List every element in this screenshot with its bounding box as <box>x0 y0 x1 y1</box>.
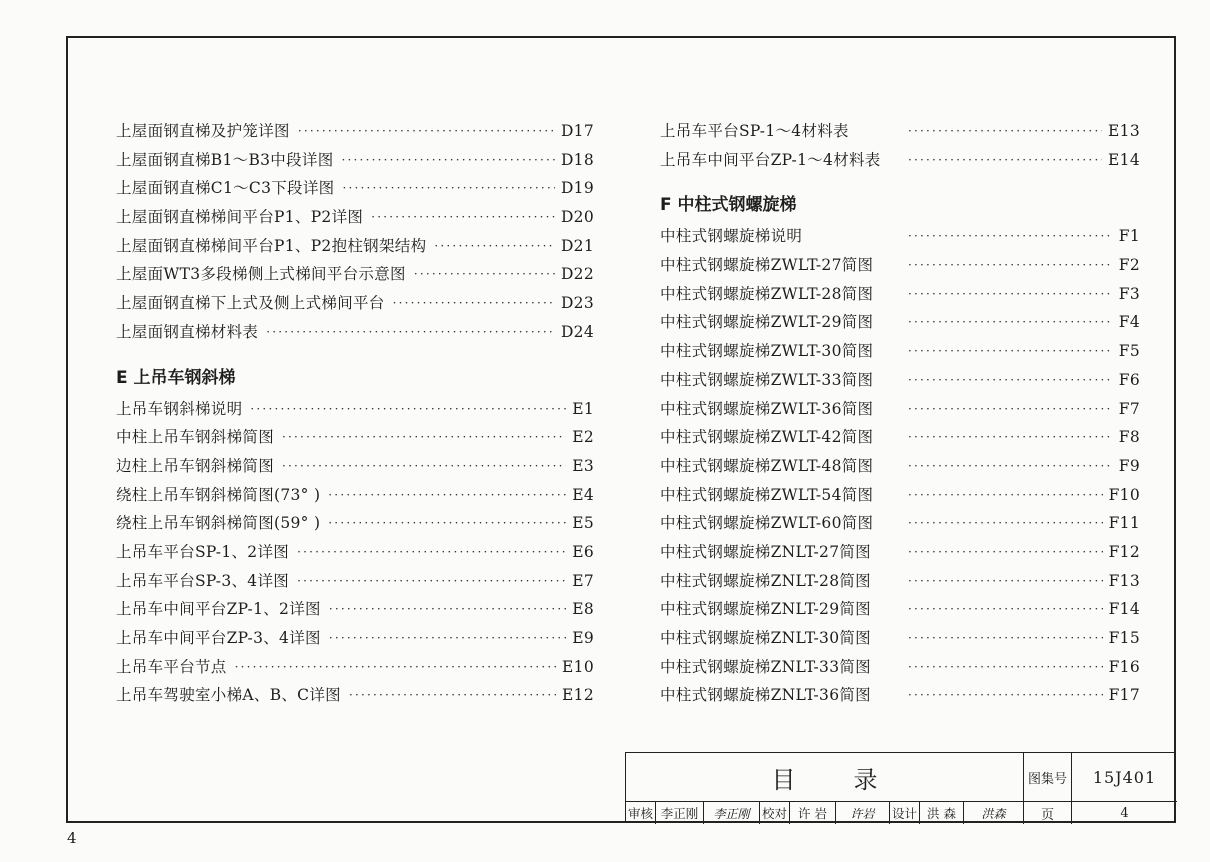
toc-leader-dots <box>393 289 555 318</box>
toc-entry-page: D21 <box>560 236 594 255</box>
toc-entry <box>660 222 1140 251</box>
toc-entry-page: D18 <box>560 150 594 169</box>
toc-entry-title: 上吊车中间平台ZP-1、2详图 <box>116 600 321 619</box>
toc-entry <box>660 481 1140 510</box>
checker-signature: 许岩 <box>836 802 890 824</box>
toc-entry <box>660 509 1140 538</box>
toc-leader-dots <box>414 260 555 289</box>
toc-entry-page: E1 <box>572 399 594 418</box>
toc-entry <box>660 337 1140 366</box>
toc-entry <box>660 366 1140 395</box>
design-label: 设计 <box>890 802 920 824</box>
section-heading-f: F 中柱式钢螺旋梯 <box>660 195 797 216</box>
toc-leader-dots <box>297 567 566 596</box>
toc-entry-page: E3 <box>572 456 594 475</box>
toc-entry-title: 中柱式钢螺旋梯说明 <box>660 227 803 246</box>
toc-leader-dots <box>328 509 566 538</box>
toc-leader-dots <box>908 337 1112 366</box>
toc-leader-dots <box>329 595 566 624</box>
toc-entry-title: 中柱式钢螺旋梯ZWLT-60简图 <box>660 514 874 533</box>
toc-leader-dots <box>908 222 1112 251</box>
toc-entry <box>116 232 594 261</box>
toc-entry <box>116 146 594 175</box>
section-heading-e: E 上吊车钢斜梯 <box>116 367 236 388</box>
atlas-number-label: 图集号 <box>1024 753 1072 802</box>
page-value: 4 <box>1120 805 1129 821</box>
toc-entry-title: 上吊车平台SP-1、2详图 <box>116 542 290 561</box>
toc-entry <box>660 395 1140 424</box>
toc-leader-dots <box>349 681 556 710</box>
toc-entry-title: 绕柱上吊车钢斜梯简图(73° ) <box>116 485 321 504</box>
toc-entry-page: E14 <box>1108 150 1140 169</box>
toc-left-column <box>116 117 594 710</box>
title-block <box>625 752 1176 823</box>
toc-entry-page: E2 <box>572 428 594 447</box>
toc-leader-dots <box>250 395 566 424</box>
toc-entry <box>116 318 594 347</box>
toc-entry-page: F3 <box>1118 284 1140 303</box>
toc-entry-title: 中柱式钢螺旋梯ZWLT-36简图 <box>660 399 874 418</box>
toc-entry-page: F7 <box>1118 399 1140 418</box>
toc-entry <box>116 260 594 289</box>
toc-leader-dots <box>297 538 566 567</box>
toc-entry <box>116 395 594 424</box>
toc-leader-dots <box>908 251 1112 280</box>
toc-entry <box>660 251 1140 280</box>
toc-entry-title: 上屋面钢直梯C1～C3下段详图 <box>116 179 335 198</box>
toc-entry-page: D17 <box>560 122 594 140</box>
toc-entry-title: 中柱式钢螺旋梯ZWLT-42简图 <box>660 428 874 447</box>
atlas-number: 15J401 <box>1072 753 1177 802</box>
toc-leader-dots <box>908 308 1112 337</box>
page-label: 页 <box>1024 802 1072 824</box>
designer-signature: 洪森 <box>981 806 1006 821</box>
toc-entry-title: 上屋面钢直梯下上式及侧上式梯间平台 <box>116 294 385 313</box>
toc-entry-page: D22 <box>560 265 594 284</box>
check-label: 校对 <box>760 802 790 824</box>
toc-leader-dots <box>908 624 1103 653</box>
toc-entry <box>660 653 1140 682</box>
toc-entry-title: 中柱式钢螺旋梯ZWLT-29简图 <box>660 313 874 332</box>
toc-entry-title: 边柱上吊车钢斜梯简图 <box>116 456 275 475</box>
toc-entry-title: 上屋面钢直梯材料表 <box>116 322 259 341</box>
toc-entry-title: 中柱式钢螺旋梯ZNLT-36简图 <box>660 686 871 705</box>
toc-entry <box>660 280 1140 309</box>
toc-entry <box>116 423 594 452</box>
toc-entry-page: E4 <box>572 485 594 504</box>
toc-entry-page: E12 <box>562 686 594 705</box>
toc-leader-dots <box>908 395 1112 424</box>
toc-entry <box>116 624 594 653</box>
toc-leader-dots <box>908 423 1112 452</box>
toc-entry-page: F17 <box>1108 686 1140 705</box>
toc-entry-page: F11 <box>1108 514 1140 533</box>
toc-leader-dots <box>908 452 1112 481</box>
toc-leader-dots <box>434 232 555 261</box>
toc-entry-title: 中柱上吊车钢斜梯简图 <box>116 428 275 447</box>
toc-entry-page: F8 <box>1118 428 1140 447</box>
toc-entry <box>116 289 594 318</box>
toc-entry <box>660 681 1140 710</box>
toc-entry <box>116 481 594 510</box>
toc-entry <box>660 452 1140 481</box>
toc-entry-page: E9 <box>572 629 594 647</box>
toc-leader-dots <box>282 452 566 481</box>
toc-entry-title: 上屋面钢直梯B1～B3中段详图 <box>116 150 334 169</box>
toc-entry-title: 上吊车中间平台ZP-1～4材料表 <box>660 150 881 169</box>
toc-entry <box>116 653 594 682</box>
toc-leader-dots <box>298 117 555 146</box>
toc-entry-page: F15 <box>1108 629 1140 647</box>
toc-entry-page: F9 <box>1118 456 1140 475</box>
toc-leader-dots <box>908 509 1103 538</box>
toc-entry <box>116 538 594 567</box>
toc-entry-page: E10 <box>562 657 594 676</box>
toc-entry-title: 中柱式钢螺旋梯ZNLT-27简图 <box>660 542 871 561</box>
toc-entry-page: E6 <box>572 542 594 561</box>
toc-entry-page: F13 <box>1108 571 1140 590</box>
toc-entry <box>660 624 1140 653</box>
toc-entry-page: F14 <box>1108 600 1140 619</box>
toc-leader-dots <box>908 538 1103 567</box>
toc-leader-dots <box>908 366 1112 395</box>
toc-entry-page: F16 <box>1108 657 1140 676</box>
toc-leader-dots <box>342 146 555 175</box>
toc-entry <box>116 595 594 624</box>
toc-entry-title: 上屋面WT3多段梯侧上式梯间平台示意图 <box>116 265 406 284</box>
toc-entry-page: D24 <box>560 322 594 341</box>
toc-entry-page: E7 <box>572 571 594 590</box>
toc-entry-title: 上屋面钢直梯梯间平台P1、P2详图 <box>116 208 364 227</box>
toc-entry-page: D19 <box>560 179 594 198</box>
toc-entry-title: 上吊车平台SP-3、4详图 <box>116 571 290 590</box>
reviewer-name: 李正刚 <box>656 802 704 824</box>
toc-entry-title: 上屋面钢直梯及护笼详图 <box>116 122 290 140</box>
toc-entry-title: 绕柱上吊车钢斜梯简图(59° ) <box>116 514 321 533</box>
toc-entry-title: 中柱式钢螺旋梯ZNLT-29简图 <box>660 600 871 619</box>
toc-entry-title: 中柱式钢螺旋梯ZWLT-27简图 <box>660 256 874 275</box>
toc-entry-title: 上吊车中间平台ZP-3、4详图 <box>116 629 321 647</box>
toc-leader-dots <box>329 624 566 653</box>
toc-entry-page: E8 <box>572 600 594 619</box>
designer-name: 洪 森 <box>920 802 964 824</box>
reviewer-signature: 李正刚 <box>704 802 760 824</box>
toc-leader-dots <box>908 653 1103 682</box>
review-label: 审核 <box>626 802 656 824</box>
toc-entry <box>660 423 1140 452</box>
toc-entry-title: 上吊车钢斜梯说明 <box>116 399 243 418</box>
toc-entry-title: 上吊车平台SP-1～4材料表 <box>660 122 849 140</box>
toc-entry <box>116 174 594 203</box>
toc-entry <box>660 538 1140 567</box>
toc-entry-title: 上屋面钢直梯梯间平台P1、P2抱柱钢架结构 <box>116 236 427 255</box>
toc-entry <box>660 567 1140 596</box>
toc-right-column <box>660 117 1140 710</box>
toc-entry-title: 中柱式钢螺旋梯ZWLT-54简图 <box>660 485 874 504</box>
toc-entry <box>116 567 594 596</box>
title-block-title: 目录 <box>626 753 1024 802</box>
toc-leader-dots <box>342 174 554 203</box>
signature-row <box>626 802 1024 824</box>
toc-leader-dots <box>282 423 566 452</box>
toc-leader-dots <box>908 117 1102 146</box>
toc-entry-page: E5 <box>572 514 594 533</box>
toc-entry-title: 中柱式钢螺旋梯ZWLT-28简图 <box>660 284 874 303</box>
toc-entry-title: 中柱式钢螺旋梯ZNLT-30简图 <box>660 629 871 647</box>
toc-entry <box>660 595 1140 624</box>
toc-leader-dots <box>371 203 555 232</box>
toc-entry-page: F4 <box>1118 313 1140 332</box>
toc-entry-page: F5 <box>1118 342 1140 361</box>
toc-entry-page: F6 <box>1118 370 1140 389</box>
toc-entry-page: D20 <box>560 208 594 227</box>
toc-leader-dots <box>908 595 1103 624</box>
toc-entry-page: F12 <box>1108 542 1140 561</box>
toc-entry <box>116 509 594 538</box>
toc-entry-title: 中柱式钢螺旋梯ZWLT-30简图 <box>660 342 874 361</box>
toc-entry <box>116 117 594 146</box>
toc-entry-page: D23 <box>560 294 594 313</box>
toc-leader-dots <box>235 653 556 682</box>
toc-leader-dots <box>908 481 1103 510</box>
toc-entry-title: 中柱式钢螺旋梯ZWLT-48简图 <box>660 456 874 475</box>
toc-entry-page: F10 <box>1108 485 1140 504</box>
toc-entry-title: 中柱式钢螺旋梯ZWLT-33简图 <box>660 370 874 389</box>
toc-entry <box>660 117 1140 146</box>
toc-entry-title: 上吊车驾驶室小梯A、B、C详图 <box>116 686 341 705</box>
toc-entry-page: E13 <box>1108 122 1140 140</box>
toc-entry-page: F1 <box>1118 227 1140 246</box>
toc-entry-title: 上吊车平台节点 <box>116 657 227 676</box>
toc-entry <box>660 146 1140 175</box>
toc-entry <box>116 452 594 481</box>
toc-entry-title: 中柱式钢螺旋梯ZNLT-33简图 <box>660 657 871 676</box>
toc-leader-dots <box>908 567 1103 596</box>
checker-name: 许 岩 <box>790 802 836 824</box>
toc-leader-dots <box>908 681 1103 710</box>
toc-entry-page: F2 <box>1118 256 1140 275</box>
toc-entry <box>116 681 594 710</box>
toc-leader-dots <box>908 280 1112 309</box>
page-number: 4 <box>67 829 77 847</box>
toc-leader-dots <box>908 146 1102 175</box>
toc-leader-dots <box>328 481 566 510</box>
toc-entry-title: 中柱式钢螺旋梯ZNLT-28简图 <box>660 571 871 590</box>
toc-leader-dots <box>266 318 555 347</box>
toc-entry <box>116 203 594 232</box>
toc-entry <box>660 308 1140 337</box>
